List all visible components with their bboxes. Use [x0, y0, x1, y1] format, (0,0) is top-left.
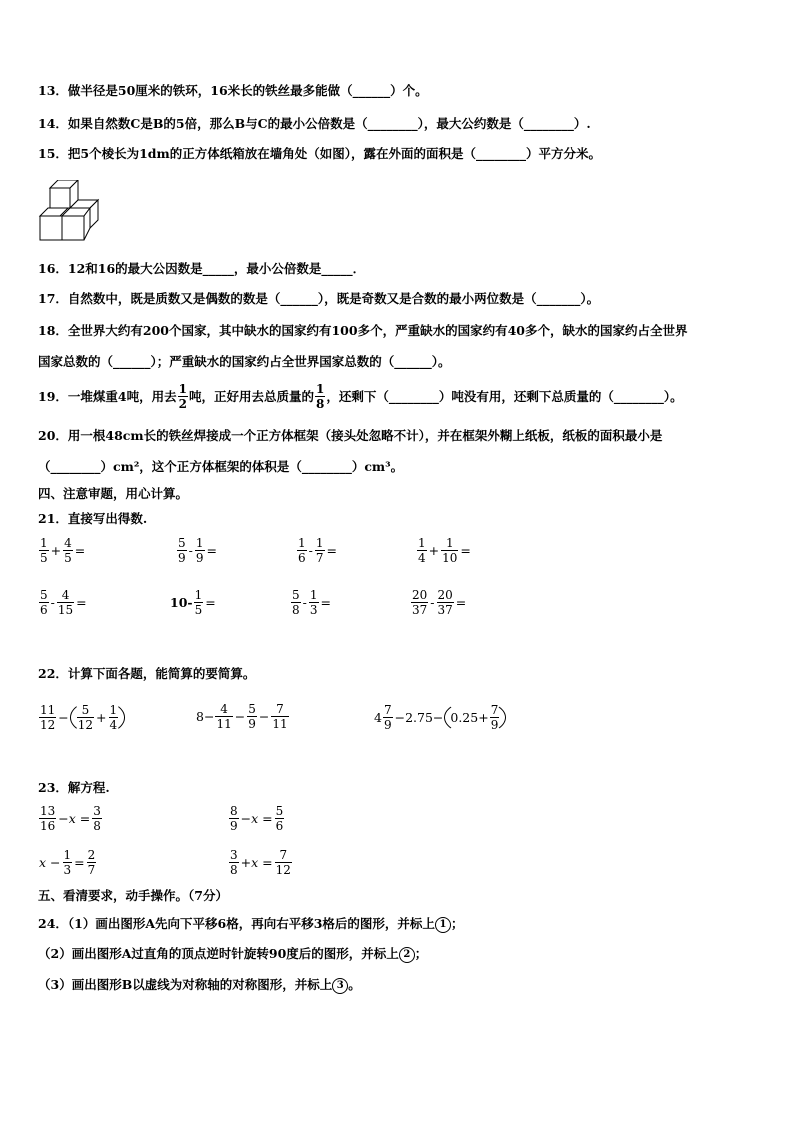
mark-3: 3: [332, 978, 348, 994]
mark-1: 1: [435, 917, 451, 933]
q21-expr-4: $\frac{1}{4}$ + $\frac{1}{10}$ =: [418, 536, 471, 565]
q21-expr-7: $\frac{5}{8}$ - $\frac{1}{3}$ =: [292, 588, 331, 617]
q21-expr-8: $\frac{20}{37}$ - $\frac{20}{37}$ =: [412, 588, 467, 617]
q22-expr-3: 4 $\frac{7}{9}$ −2.75− 0.25+ $\frac{7}{9}$: [374, 700, 506, 735]
q22-expr-2: 8− $\frac{4}{11}$ − $\frac{5}{9}$ − $\frac{7}{11}$: [196, 702, 288, 731]
q24-part1: 24．（1）画出图形A先向下平移6格，再向右平移3格后的图形，并标上 1 ；: [38, 916, 464, 931]
q23-eq-4: $\frac{3}{8}$ +x = $\frac{7}{12}$: [230, 848, 291, 877]
q21-expr-2: $\frac{5}{9}$ - $\frac{1}{9}$ =: [178, 536, 217, 565]
section-5-heading: 五、看清要求，动手操作。（7分）: [38, 888, 228, 903]
section-4-heading: 四、注意审题，用心计算。: [38, 486, 189, 501]
q19: 19．一堆煤重4吨，用去 $\frac{1}{2}$ 吨，正好用去总质量的 $\frac{1}{8}$ ，还剩下（________）吨没有用，还剩下总质量的（________）。: [38, 382, 683, 411]
q20-line2: （________）cm²，这个正方体框架的体积是（________）cm³。: [38, 459, 404, 474]
q21: 21．直接写出得数.: [38, 511, 148, 526]
mark-2: 2: [399, 947, 415, 963]
q24-part3: （3）画出图形B以虚线为对称轴的对称图形，并标上 3 。: [38, 977, 361, 992]
q23-eq-1: $\frac{13}{16}$ −x = $\frac{3}{8}$: [40, 804, 101, 833]
q13: 13．做半径是50厘米的铁环，16米长的铁丝最多能做（______）个。: [38, 83, 428, 98]
cubes-figure: [38, 180, 102, 244]
q14: 14．如果自然数C是B的5倍，那么B与C的最小公倍数是（________），最大公约数是（________）.: [38, 116, 591, 131]
q21-expr-6: 10- $\frac{1}{5}$ =: [170, 588, 216, 617]
q22-expr-1: $\frac{11}{12}$ − $\frac{5}{12}$ + $\frac{1}{4}$: [38, 700, 125, 735]
q23-eq-3: x − $\frac{1}{3}$ = $\frac{2}{7}$: [39, 848, 96, 877]
q23-eq-2: $\frac{8}{9}$ −x = $\frac{5}{6}$: [230, 804, 284, 833]
q24-part2: （2）画出图形A过直角的顶点逆时针旋转90度后的图形，并标上 2 ；: [38, 946, 428, 961]
q17: 17．自然数中，既是质数又是偶数的数是（______），既是奇数又是合数的最小两位数是（_______）。: [38, 291, 600, 306]
q16: 16．12和16的最大公因数是_____，最小公倍数是_____．: [38, 261, 366, 276]
q21-expr-5: $\frac{5}{6}$ - $\frac{4}{15}$ =: [40, 588, 87, 617]
q18-line1: 18．全世界大约有200个国家，其中缺水的国家约有100多个，严重缺水的国家约有40多个，缺水的国家约占全世界: [38, 323, 688, 338]
q21-expr-3: $\frac{1}{6}$ - $\frac{1}{7}$ =: [298, 536, 337, 565]
q15: 15．把5个棱长为1dm的正方体纸箱放在墙角处（如图），露在外面的面积是（________）平方分米。: [38, 146, 602, 161]
q18-line2: 国家总数的（______）；严重缺水的国家约占全世界国家总数的（______）。: [38, 354, 451, 369]
q22: 22．计算下面各题，能简算的要简算。: [38, 666, 256, 681]
q23: 23．解方程.: [38, 780, 110, 795]
q21-expr-1: $\frac{1}{5}$ + $\frac{4}{5}$ =: [40, 536, 86, 565]
q20-line1: 20．用一根48cm长的铁丝焊接成一个正方体框架（接头处忽略不计），并在框架外糊上纸板，纸板的面积最小是: [38, 428, 663, 443]
